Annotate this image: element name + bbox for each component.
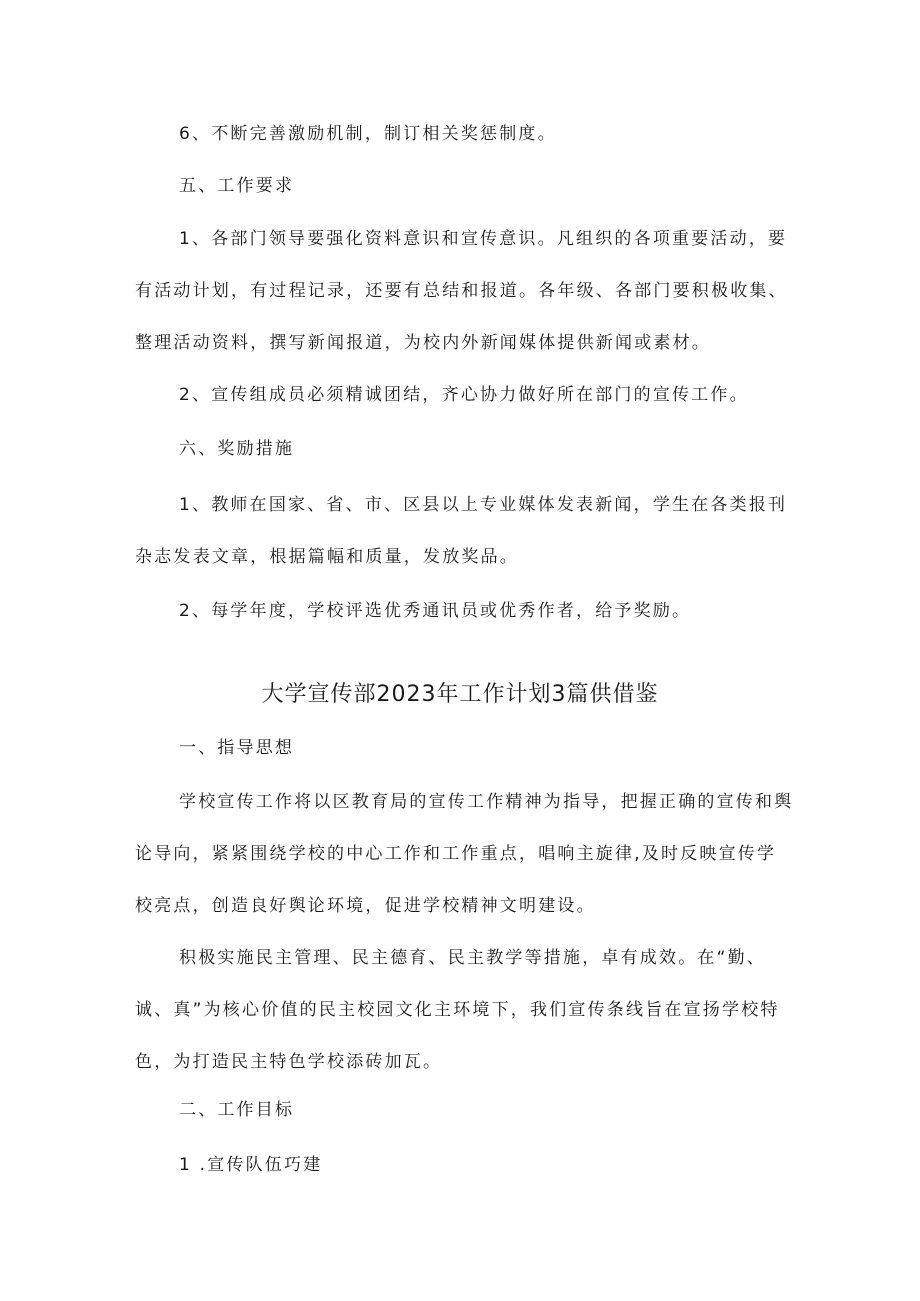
section-heading-rewards: 六、奖励措施 (179, 439, 295, 459)
paragraph-reward-1: 1、教师在国家、省、市、区县以上专业媒体发表新闻，学生在各类报刊杂志发表文章，根据篇幅和质量，发放奖品。 (135, 495, 788, 567)
list-item-team-building: 1 .宣传队伍巧建 (179, 1155, 323, 1175)
document-title: 大学宣传部2023年工作计划3篇供借鉴 (261, 682, 659, 707)
paragraph-item-6: 6、不断完善激励机制，制订相关奖惩制度。 (179, 124, 557, 144)
paragraph-requirement-2: 2、宣传组成员必须精诚团结，齐心协力做好所在部门的宣传工作。 (179, 385, 749, 405)
paragraph-requirement-1: 1、各部门领导要强化资料意识和宣传意识。凡组织的各项重要活动，要有活动计划，有过程记录，还要有总结和报道。各年级、各部门要积极收集、整理活动资料，撰写新闻报道，为校内外新闻媒体提供新闻或素材。 (135, 229, 788, 353)
section-heading-guiding-ideology: 一、指导思想 (179, 738, 295, 758)
section-heading-work-requirements: 五、工作要求 (179, 176, 295, 196)
paragraph-guiding-ideology-1: 学校宣传工作将以区教育局的宣传工作精神为指导，把握正确的宣传和舆论导向，紧紧围绕学校的中心工作和工作重点，唱响主旋律,及时反映宣传学校亮点，创造良好舆论环境，促进学校精神文明建设。 (135, 792, 794, 916)
section-heading-work-goals: 二、工作目标 (179, 1100, 295, 1120)
paragraph-guiding-ideology-2: 积极实施民主管理、民主德育、民主教学等措施，卓有成效。在“勤、诚、真”为核心价值的民主校园文化主环境下，我们宣传条线旨在宣扬学校特色，为打造民主特色学校添砖加瓦。 (135, 948, 780, 1072)
paragraph-reward-2: 2、每学年度，学校评选优秀通讯员或优秀作者，给予奖励。 (179, 601, 692, 621)
